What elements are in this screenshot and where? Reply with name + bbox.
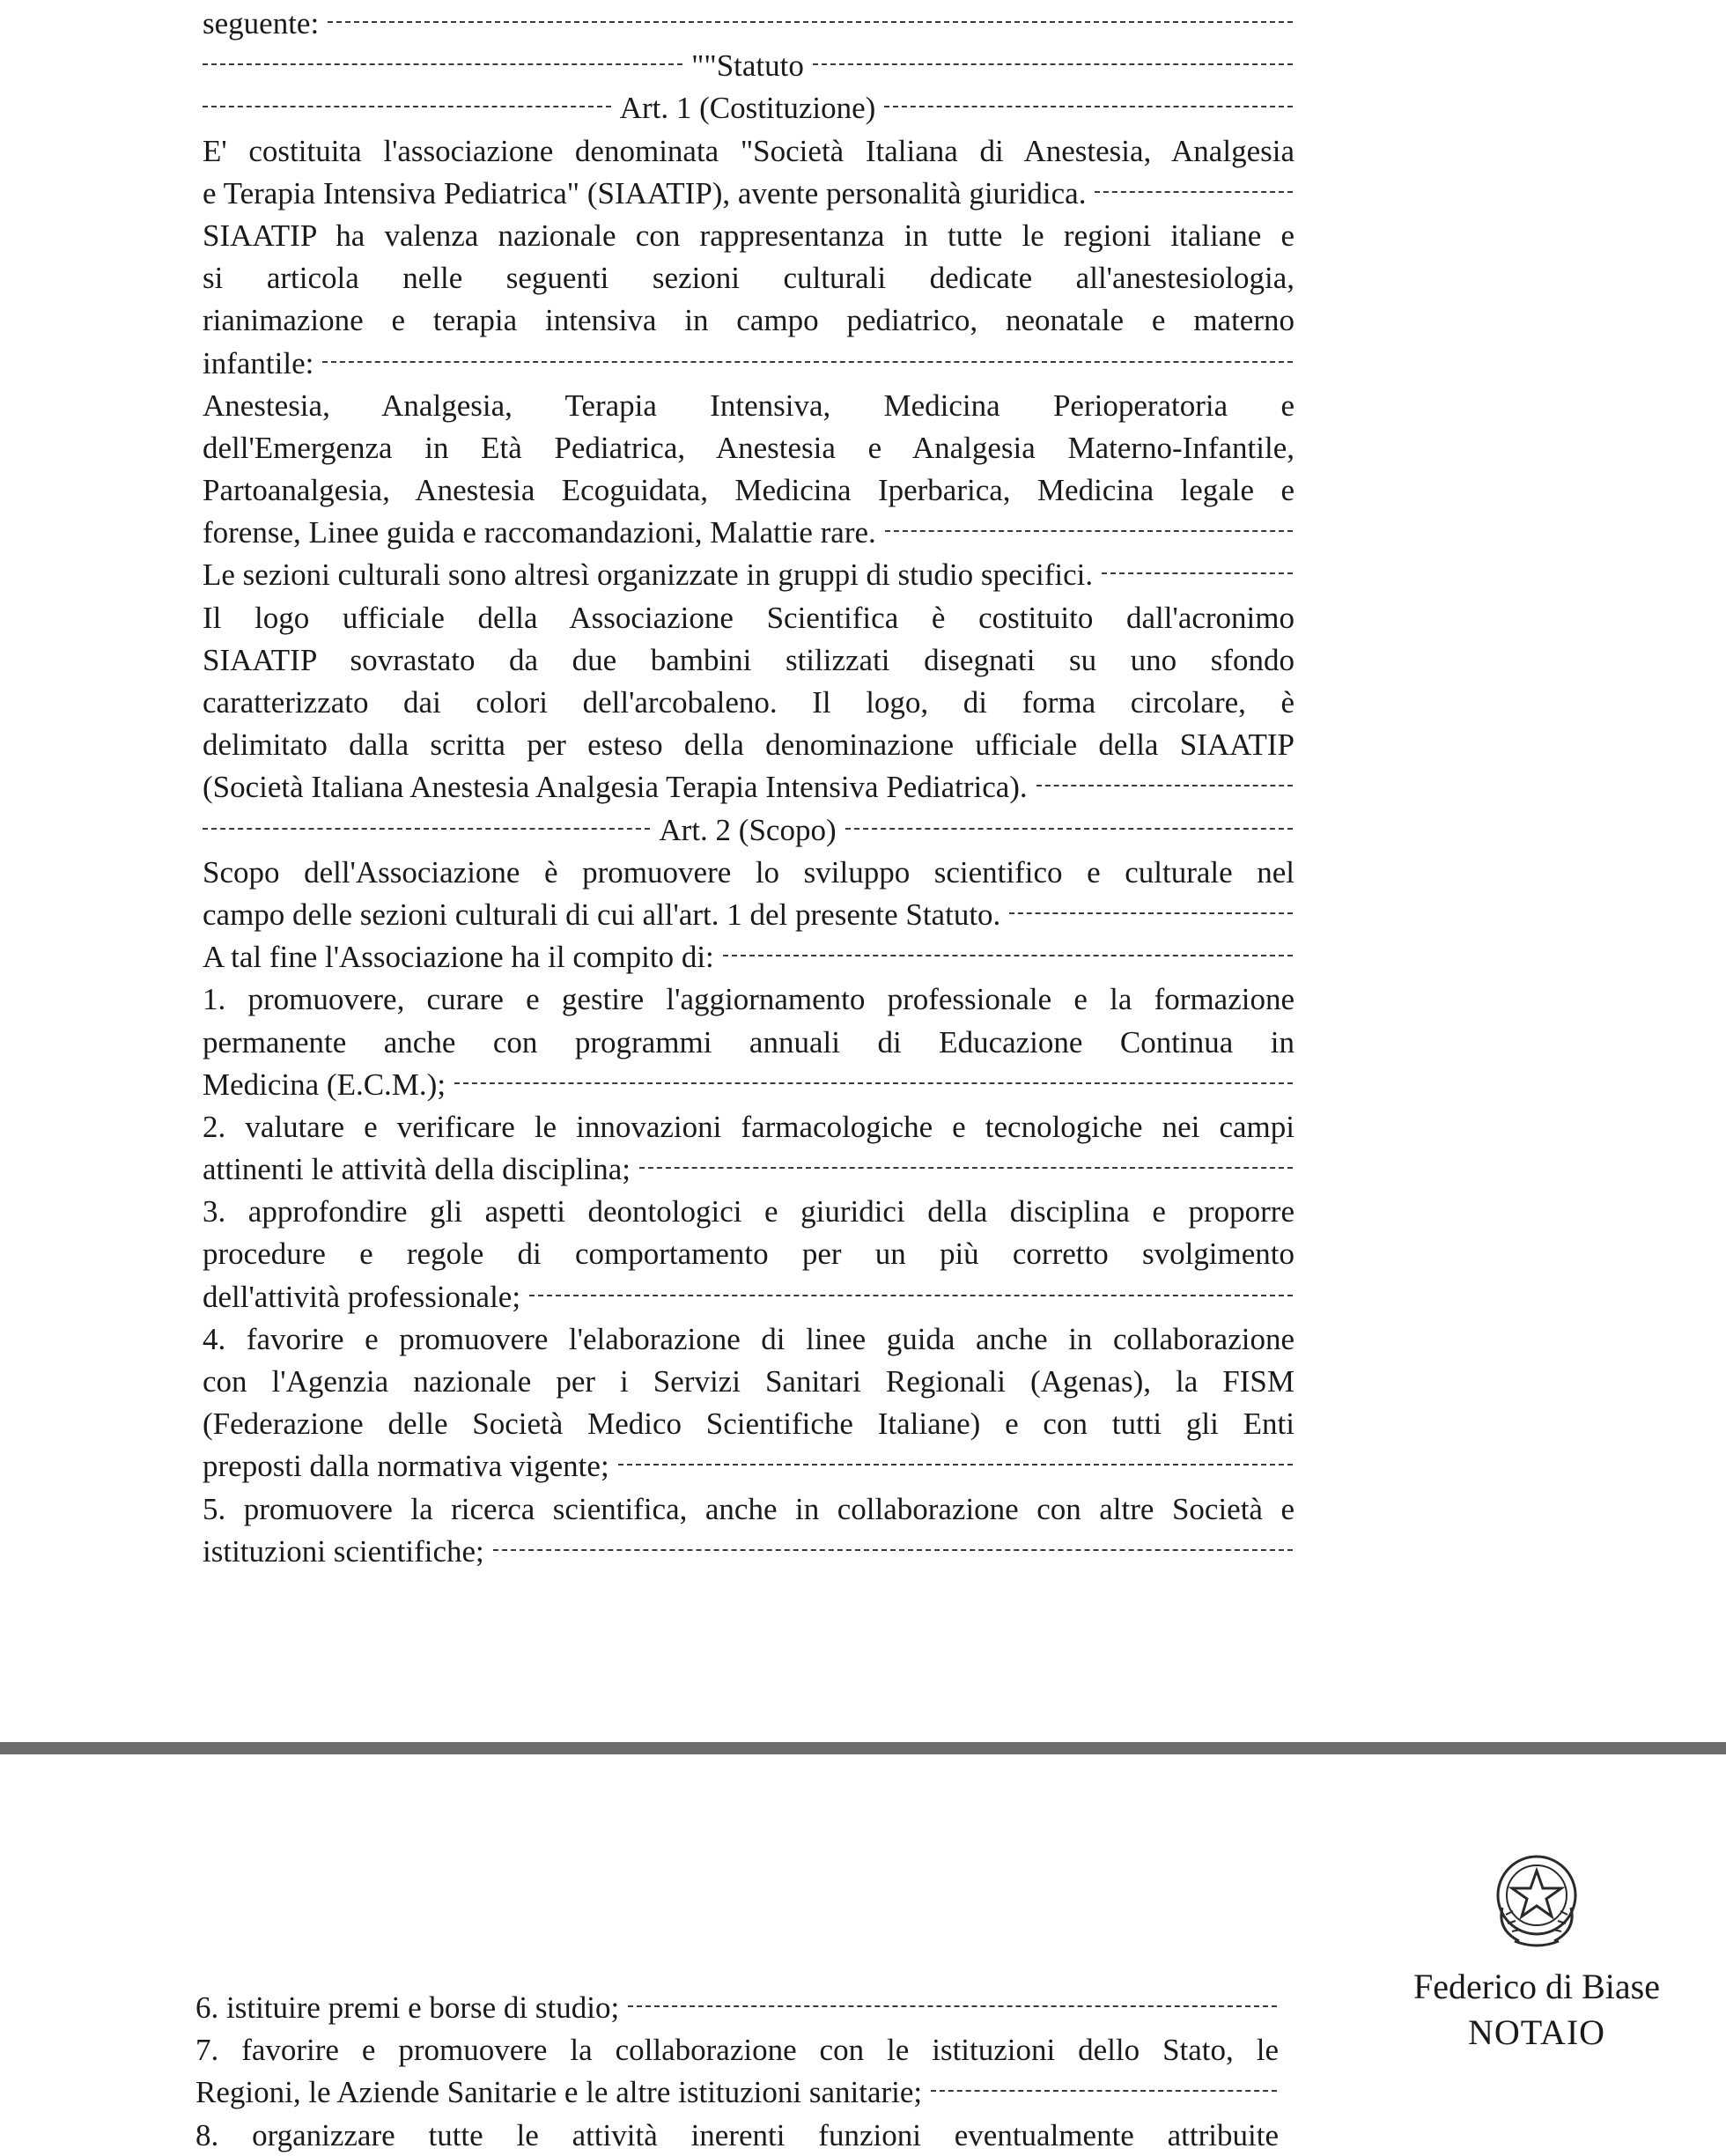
- text-line: [203, 1318, 1294, 1361]
- dash-filler: [493, 1549, 1293, 1551]
- text-line: [203, 215, 1294, 257]
- text-line: [203, 1064, 1294, 1106]
- line-text: dell'Emergenza in Età Pediatrica, Anestesia e Analgesia Materno-Infantile,: [203, 430, 1294, 465]
- statute-text-block-continued: [195, 1987, 1279, 2156]
- dash-filler: [931, 2090, 1277, 2092]
- text-line: [203, 1531, 1294, 1573]
- heading-text: Art. 2 (Scopo): [659, 812, 837, 847]
- line-text: permanente anche con programmi annuali di Educazione Continua in: [203, 1024, 1294, 1060]
- line-text: Medicina (E.C.M.);: [203, 1067, 446, 1102]
- text-line: [203, 130, 1294, 173]
- line-text: 7. favorire e promuovere la collaborazione con le istituzioni dello Stato, le: [195, 2033, 1279, 2068]
- text-line: [203, 1233, 1294, 1275]
- heading-text: Art. 1 (Costituzione): [619, 91, 876, 126]
- dash-filler: [529, 1295, 1293, 1296]
- line-text: Regioni, le Aziende Sanitarie e le altre istituzioni sanitarie;: [195, 2075, 923, 2110]
- text-line: [203, 682, 1294, 724]
- page-separator: [0, 1742, 1726, 1754]
- text-line: [203, 1445, 1294, 1488]
- line-text: (Società Italiana Anestesia Analgesia Terapia Intensiva Pediatrica).: [203, 770, 1028, 805]
- line-text: 4. favorire e promuovere l'elaborazione di linee guida anche in collaborazione: [203, 1321, 1294, 1356]
- text-line: [203, 894, 1294, 936]
- text-line: [203, 852, 1294, 894]
- text-line: [203, 469, 1294, 512]
- dash-filler: [813, 63, 1293, 65]
- text-line: [203, 554, 1294, 596]
- line-text: e Terapia Intensiva Pediatrica" (SIAATIP), avente personalità giuridica.: [203, 175, 1087, 210]
- text-line: [203, 1403, 1294, 1445]
- line-text: rianimazione e terapia intensiva in campo pediatrico, neonatale e materno: [203, 303, 1294, 338]
- dash-filler: [322, 361, 1293, 363]
- line-text: preposti dalla normativa vigente;: [203, 1449, 609, 1484]
- text-line: [203, 978, 1294, 1021]
- text-line: [203, 936, 1294, 978]
- line-text: campo delle sezioni culturali di cui all'art. 1 del presente Statuto.: [203, 897, 1001, 932]
- line-text: 1. promuovere, curare e gestire l'aggiornamento professionale e la formazione: [203, 982, 1294, 1017]
- line-text: Anestesia, Analgesia, Terapia Intensiva, Medicina Perioperatoria e: [203, 388, 1294, 423]
- notary-name: Federico di Biase: [1413, 1967, 1660, 2006]
- line-text: E' costituita l'associazione denominata "Società Italiana di Anestesia, Analgesia: [203, 133, 1294, 168]
- line-text: 2. valutare e verificare le innovazioni farmacologiche e tecnologiche nei campi: [203, 1109, 1294, 1144]
- text-line: [203, 639, 1294, 682]
- dash-filler: [203, 63, 682, 65]
- dash-filler: [1095, 191, 1293, 193]
- line-text: (Federazione delle Società Medico Scientifiche Italiane) e con tutti gli Enti: [203, 1407, 1294, 1442]
- text-line: [203, 45, 1294, 87]
- text-line: [203, 512, 1294, 554]
- line-text: Scopo dell'Associazione è promuovere lo sviluppo scientifico e culturale nel: [203, 854, 1294, 890]
- dash-filler: [723, 955, 1293, 956]
- text-line: [203, 1022, 1294, 1064]
- line-text: A tal fine l'Associazione ha il compito di:: [203, 940, 714, 975]
- text-line: [203, 385, 1294, 427]
- line-text: si articola nelle seguenti sezioni culturali dedicate all'anestesiologia,: [203, 261, 1294, 296]
- text-line: [203, 1361, 1294, 1403]
- text-line: [203, 766, 1294, 808]
- line-text: SIAATIP ha valenza nazionale con rappresentanza in tutte le regioni italiane e: [203, 218, 1294, 253]
- line-text: Le sezioni culturali sono altresì organizzate in gruppi di studio specifici.: [203, 557, 1094, 593]
- line-text: 3. approfondire gli aspetti deontologici e giuridici della disciplina e proporre: [203, 1194, 1294, 1229]
- dash-filler: [1036, 785, 1293, 786]
- text-line: [203, 809, 1294, 852]
- line-text: Il logo ufficiale della Associazione Scientifica è costituito dall'acronimo: [203, 600, 1294, 635]
- text-line: [203, 1488, 1294, 1531]
- line-text: 5. promuovere la ricerca scientifica, anche in collaborazione con altre Società e: [203, 1491, 1294, 1526]
- dash-filler: [328, 21, 1293, 23]
- text-line: [203, 3, 1294, 45]
- dash-filler: [203, 828, 650, 830]
- text-line: [195, 2071, 1279, 2114]
- dash-filler: [884, 106, 1293, 107]
- text-line: [195, 2029, 1279, 2071]
- line-text: 8. organizzare tutte le attività inerenti funzioni eventualmente attribuite: [195, 2117, 1279, 2152]
- statute-text-block: [203, 3, 1294, 1573]
- line-text: Partoanalgesia, Anestesia Ecoguidata, Medicina Iperbarica, Medicina legale e: [203, 473, 1294, 508]
- line-text: istituzioni scientifiche;: [203, 1533, 484, 1569]
- dash-filler: [845, 828, 1293, 830]
- line-text: con l'Agenzia nazionale per i Servizi Sanitari Regionali (Agenas), la FISM: [203, 1364, 1294, 1399]
- line-text: SIAATIP sovrastato da due bambini stilizzati disegnati su uno sfondo: [203, 642, 1294, 677]
- text-line: [203, 724, 1294, 766]
- italian-republic-emblem-icon: [1488, 1846, 1585, 1953]
- text-line: [203, 1106, 1294, 1148]
- dash-filler: [885, 530, 1293, 532]
- text-line: [203, 343, 1294, 385]
- notary-stamp: [1387, 1846, 1686, 2056]
- heading-text: ""Statuto: [691, 48, 804, 84]
- line-text: attinenti le attività della disciplina;: [203, 1152, 631, 1187]
- dash-filler: [618, 1464, 1293, 1466]
- text-line: [203, 87, 1294, 129]
- line-text: caratterizzato dai colori dell'arcobaleno. Il logo, di forma circolare, è: [203, 685, 1294, 720]
- line-text: infantile:: [203, 345, 314, 380]
- line-text: forense, Linee guida e raccomandazioni, Malattie rare.: [203, 515, 876, 550]
- dash-filler: [1102, 572, 1293, 574]
- line-text: 6. istituire premi e borse di studio;: [195, 1990, 620, 2025]
- text-line: [203, 173, 1294, 215]
- line-text: delimitato dalla scritta per esteso della denominazione ufficiale della SIAATIP: [203, 727, 1294, 763]
- document-page-2: [0, 1754, 1726, 2156]
- dash-filler: [454, 1082, 1293, 1084]
- text-line: [203, 299, 1294, 342]
- dash-filler: [203, 106, 611, 107]
- text-line: [203, 597, 1294, 639]
- text-line: [195, 1987, 1279, 2029]
- text-line: [203, 1191, 1294, 1233]
- notary-title: NOTAIO: [1467, 2012, 1606, 2052]
- text-line: [195, 2115, 1279, 2156]
- text-line: [203, 257, 1294, 299]
- text-line: [203, 1276, 1294, 1318]
- dash-filler: [639, 1167, 1293, 1169]
- dash-filler: [628, 2005, 1277, 2007]
- dash-filler: [1009, 912, 1293, 914]
- text-line: [203, 1148, 1294, 1191]
- text-line: [203, 427, 1294, 469]
- line-text: procedure e regole di comportamento per un più corretto svolgimento: [203, 1237, 1294, 1272]
- line-text: dell'attività professionale;: [203, 1279, 521, 1314]
- line-text: seguente:: [203, 6, 320, 41]
